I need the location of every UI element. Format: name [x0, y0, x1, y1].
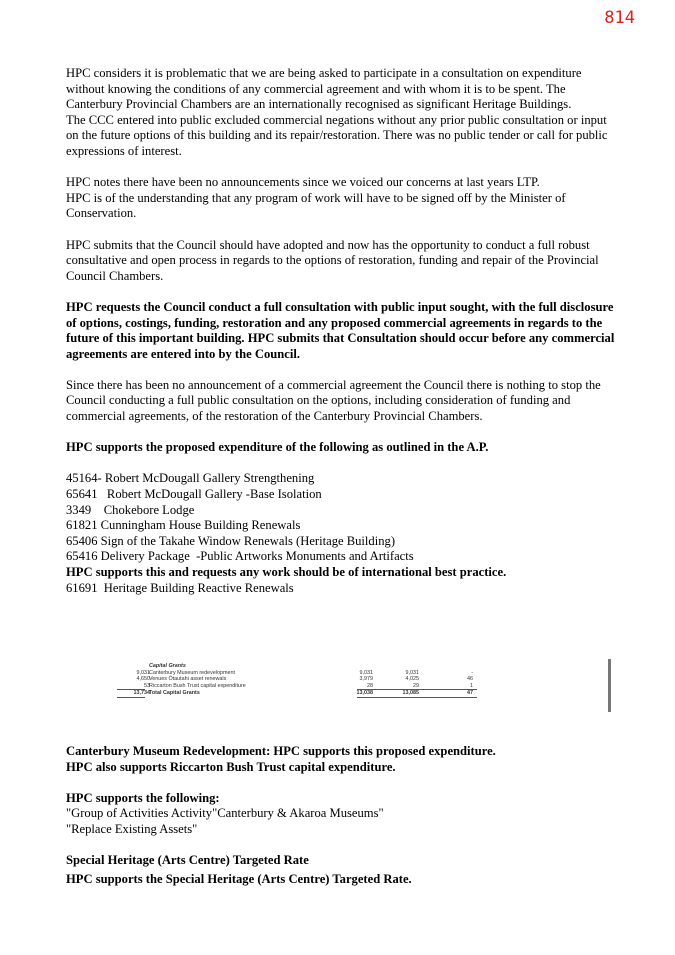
table-cell: 53: [144, 682, 150, 689]
table-cell: Canterbury Museum redevelopment: [149, 669, 235, 676]
paragraph-ccc-negotiations: The CCC entered into public excluded commercial negations without any prior public consultation or input on the future options of this building and its repair/restoration. There was no public tender or call for public expressions of interest.: [66, 112, 608, 158]
table-cell: 9,031: [405, 669, 419, 676]
table-heading: Capital Grants: [149, 663, 186, 669]
paragraph-supports-expenditure: HPC supports the proposed expenditure of the following as outlined in the A.P.: [66, 440, 489, 455]
table-cell: Riccarton Bush Trust capital expenditure: [149, 682, 246, 689]
list-item: 65641 Robert McDougall Gallery -Base Isolation: [66, 487, 322, 502]
paragraph-consultation-request: HPC requests the Council conduct a full consultation with public input sought, with the full disclosure of options, costings, funding, restoration and any proposed commercial agreements in regards to the future of this important building. HPC submits that Consultation should occur before any commercial agreements are entered into by the Council.: [66, 299, 615, 361]
supports-item: "Group of Activities Activity"Canterbury & Akaroa Museums": [66, 806, 384, 821]
margin-bar: [608, 659, 611, 712]
table-cell: -: [471, 669, 473, 676]
paragraph-problematic-consultation: HPC considers it is problematic that we are being asked to participate in a consultation on expenditure without knowing the conditions of any commercial agreement and with whom it is to be spent. The Canterbury Provincial Chambers are an internationally recognised as significant Heritage Buildings.: [66, 66, 582, 112]
targeted-rate-support: HPC supports the Special Heritage (Arts Centre) Targeted Rate.: [66, 871, 412, 886]
table-heading-row: [117, 663, 477, 669]
capital-grants-table: [117, 663, 477, 709]
table-cell: 47: [467, 689, 473, 696]
page-number: 814: [604, 8, 635, 28]
supports-item: "Replace Existing Assets": [66, 821, 198, 836]
table-cell: 13,734: [133, 689, 150, 696]
list-item: 45164- Robert McDougall Gallery Strengthening: [66, 471, 315, 486]
document-bottom: [66, 744, 621, 887]
riccarton-support-line: HPC also supports Riccarton Bush Trust capital expenditure.: [66, 759, 396, 774]
table-rule: [117, 697, 145, 698]
table-cell: 3,979: [359, 676, 373, 683]
table-cell: Venues Ōtautahi asset renewals: [149, 676, 227, 683]
table-cell: Total Capital Grants: [149, 689, 200, 696]
targeted-rate-heading: Special Heritage (Arts Centre) Targeted Rate: [66, 853, 309, 868]
table-cell: 4,650: [136, 676, 150, 683]
table-cell: 28: [367, 682, 373, 689]
table-cell: 46: [467, 676, 473, 683]
list-item: 61691 Heritage Building Reactive Renewals: [66, 580, 294, 595]
paragraph-minister-signoff: HPC is of the understanding that any program of work will have to be signed off by the Minister of Conservation.: [66, 190, 566, 221]
museum-support-line: Canterbury Museum Redevelopment: HPC supports this proposed expenditure.: [66, 744, 496, 758]
list-item: 65406 Sign of the Takahe Window Renewals (Heritage Building): [66, 533, 396, 548]
table-cell: 9,031: [359, 669, 373, 676]
table-total-row: [117, 690, 477, 696]
table-row: [117, 676, 477, 682]
table-rule: [357, 697, 477, 698]
table-cell: 13,085: [402, 689, 419, 696]
list-item: 61821 Cunningham House Building Renewals: [66, 518, 301, 533]
table-cell: 4,025: [405, 676, 419, 683]
paragraph-no-announcements: HPC notes there have been no announcements since we voiced our concerns at last years LTP.: [66, 175, 540, 190]
paragraph-no-commercial-agreement: Since there has been no announcement of a commercial agreement the Council there is nothing to stop the Council conducting a full public consultation on the options, including consideration of funding and commercial agreements, of the restoration of the Canterbury Provincial Chambers.: [66, 377, 601, 424]
supports-heading: HPC supports the following:: [66, 790, 220, 805]
list-item-best-practice: HPC supports this and requests any work should be of international best practice.: [66, 565, 507, 579]
list-item: 3349 Chokebore Lodge: [66, 502, 195, 517]
table-cell: 29: [413, 682, 419, 689]
table-cell: 9,031: [136, 669, 150, 676]
document-body: [66, 66, 621, 596]
list-item: 65416 Delivery Package -Public Artworks Monuments and Artifacts: [66, 549, 414, 564]
table-cell: 1: [470, 682, 473, 689]
table-cell: 13,038: [356, 689, 373, 696]
paragraph-council-should-adopt: HPC submits that the Council should have adopted and now has the opportunity to conduct a full robust consultative and open process in regards to the options of restoration, funding and repair of the Provincial Council Chambers.: [66, 237, 599, 283]
